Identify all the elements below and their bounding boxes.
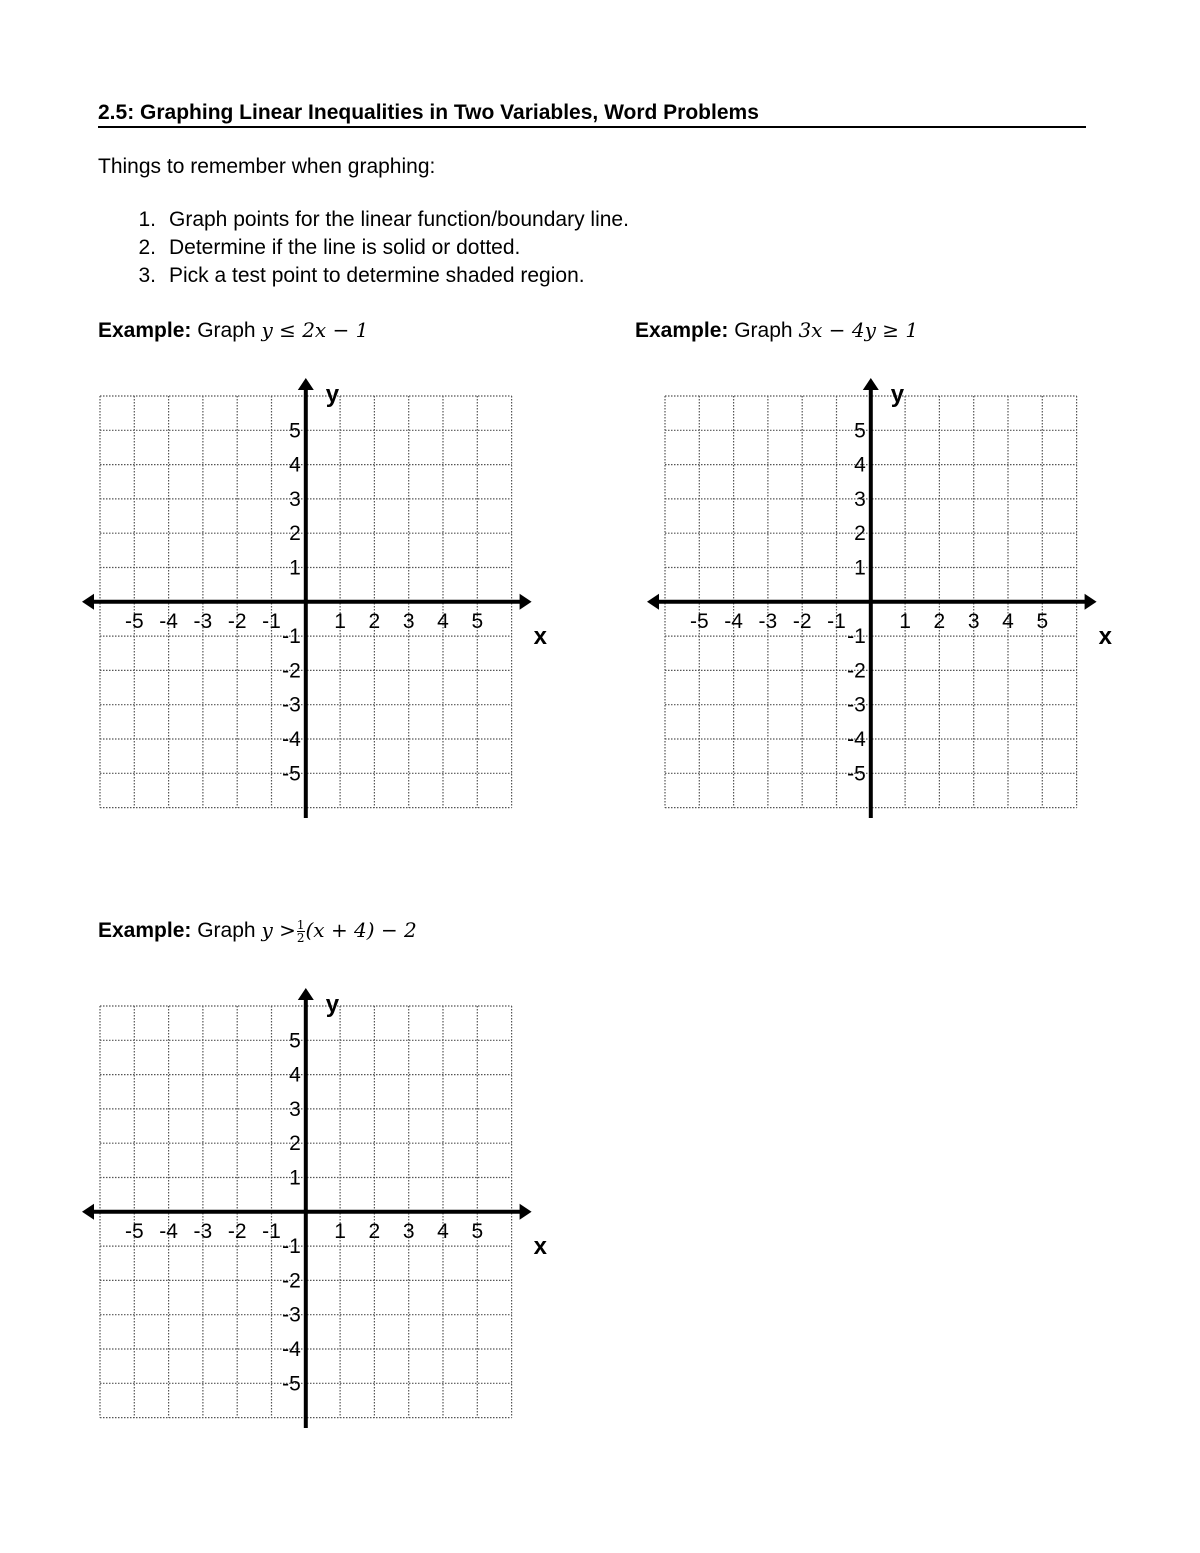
example-inequality: y ≤ 2x − 1	[261, 318, 369, 342]
y-tick-label: -3	[847, 693, 866, 717]
y-tick-label: -3	[282, 1303, 301, 1327]
y-tick-label: 5	[854, 419, 866, 443]
step-text: Graph points for the linear function/boundary line.	[169, 208, 629, 231]
y-tick-label: -5	[282, 1372, 301, 1396]
x-tick-label: 5	[471, 609, 484, 633]
x-axis-left-arrow	[647, 594, 659, 610]
grid-svg	[78, 378, 548, 818]
y-tick-label: -1	[847, 625, 866, 649]
example-inequality: 3x − 4y ≥ 1	[798, 318, 919, 342]
fraction-denominator: 2	[296, 931, 305, 945]
example-label: Example:	[98, 319, 192, 342]
fraction-numerator: 1	[296, 918, 305, 932]
x-tick-label: 5	[471, 1219, 484, 1243]
y-tick-label: -1	[282, 1235, 301, 1259]
intro-text: Things to remember when graphing:	[98, 155, 436, 178]
worksheet-title: 2.5: Graphing Linear Inequalities in Two Variables, Word Problems	[98, 100, 1086, 128]
x-tick-label: 1	[334, 609, 346, 633]
example-prefix: Graph	[197, 319, 256, 342]
x-tick-label: -3	[193, 1219, 213, 1243]
y-tick-label: 1	[289, 1166, 301, 1190]
y-tick-label: -4	[282, 1338, 301, 1361]
x-tick-label: -1	[827, 609, 846, 633]
inequality-part: (x + 4) − 2	[305, 918, 417, 942]
x-axis-right-arrow	[520, 594, 532, 610]
y-tick-label: 1	[854, 556, 866, 580]
example-label: Example:	[98, 919, 192, 942]
y-axis-up-arrow	[863, 378, 879, 390]
y-axis-label: y	[890, 381, 905, 408]
y-tick-label: 4	[289, 1063, 301, 1087]
coordinate-grid-2[interactable]	[643, 378, 1113, 818]
x-tick-label: -1	[262, 609, 281, 633]
x-tick-label: 4	[437, 1219, 449, 1243]
grid-svg	[643, 378, 1113, 818]
example-3-heading	[98, 916, 417, 945]
x-tick-label: -4	[159, 609, 178, 633]
y-tick-label: -2	[282, 659, 301, 683]
step-text: Determine if the line is solid or dotted.	[169, 236, 521, 259]
y-tick-label: -3	[282, 693, 301, 717]
step-number: 2.	[138, 236, 156, 259]
y-tick-label: 5	[289, 1029, 301, 1053]
x-tick-label: -3	[758, 609, 778, 633]
y-tick-label: -5	[282, 762, 301, 786]
x-axis-left-arrow	[82, 1204, 94, 1220]
inequality-part: y >	[261, 918, 296, 942]
x-tick-label: -5	[124, 1219, 144, 1243]
x-tick-label: -4	[159, 1219, 178, 1243]
y-tick-label: 4	[289, 453, 301, 477]
x-tick-label: 4	[437, 609, 449, 633]
x-axis-label: x	[533, 1232, 547, 1260]
x-tick-label: 2	[368, 609, 381, 633]
y-tick-label: -4	[282, 728, 301, 751]
y-tick-label: -4	[847, 728, 866, 751]
grid-svg	[78, 988, 548, 1428]
step-number: 1.	[138, 208, 156, 231]
example-prefix: Graph	[734, 319, 793, 342]
x-tick-label: 3	[967, 609, 980, 633]
x-axis-left-arrow	[82, 594, 94, 610]
y-tick-label: 3	[289, 487, 301, 511]
x-tick-label: 2	[933, 609, 946, 633]
x-tick-label: 1	[334, 1219, 346, 1243]
x-tick-label: 3	[402, 1219, 415, 1243]
y-tick-label: 1	[289, 556, 301, 580]
example-2-heading	[635, 316, 918, 345]
step-text: Pick a test point to determine shaded region.	[169, 264, 585, 287]
y-axis-up-arrow	[298, 378, 314, 390]
x-tick-label: -5	[689, 609, 709, 633]
x-tick-label: -5	[124, 609, 144, 633]
step-number: 3.	[138, 264, 156, 287]
x-axis-right-arrow	[520, 1204, 532, 1220]
coordinate-grid-1[interactable]	[78, 378, 548, 818]
x-tick-label: 4	[1002, 609, 1014, 633]
x-axis-right-arrow	[1085, 594, 1097, 610]
x-axis-label: x	[533, 622, 547, 650]
x-tick-label: -4	[724, 609, 743, 633]
x-axis-label: x	[1098, 622, 1112, 650]
x-tick-label: 1	[899, 609, 911, 633]
y-tick-label: -1	[282, 625, 301, 649]
y-tick-label: 2	[289, 1132, 301, 1156]
fraction	[297, 919, 305, 944]
y-tick-label: 2	[289, 522, 301, 546]
y-tick-label: 4	[854, 453, 866, 477]
example-prefix: Graph	[197, 919, 256, 942]
x-tick-label: -3	[193, 609, 213, 633]
x-tick-label: -2	[227, 1219, 247, 1243]
coordinate-grid-3[interactable]	[78, 988, 548, 1428]
x-tick-label: -2	[792, 609, 812, 633]
y-axis-label: y	[325, 381, 340, 408]
y-tick-label: -5	[847, 762, 866, 786]
y-tick-label: 3	[289, 1097, 301, 1121]
x-tick-label: -2	[227, 609, 247, 633]
x-tick-label: -1	[262, 1219, 281, 1243]
example-inequality	[261, 918, 417, 945]
y-tick-label: 3	[854, 487, 866, 511]
example-1-heading	[98, 316, 368, 345]
x-tick-label: 5	[1036, 609, 1049, 633]
y-tick-label: -2	[847, 659, 866, 683]
x-tick-label: 3	[402, 609, 415, 633]
y-tick-label: -2	[282, 1269, 301, 1293]
y-tick-label: 2	[854, 522, 866, 546]
y-axis-label: y	[325, 991, 340, 1018]
example-label: Example:	[635, 319, 729, 342]
y-tick-label: 5	[289, 419, 301, 443]
x-tick-label: 2	[368, 1219, 381, 1243]
y-axis-up-arrow	[298, 988, 314, 1000]
